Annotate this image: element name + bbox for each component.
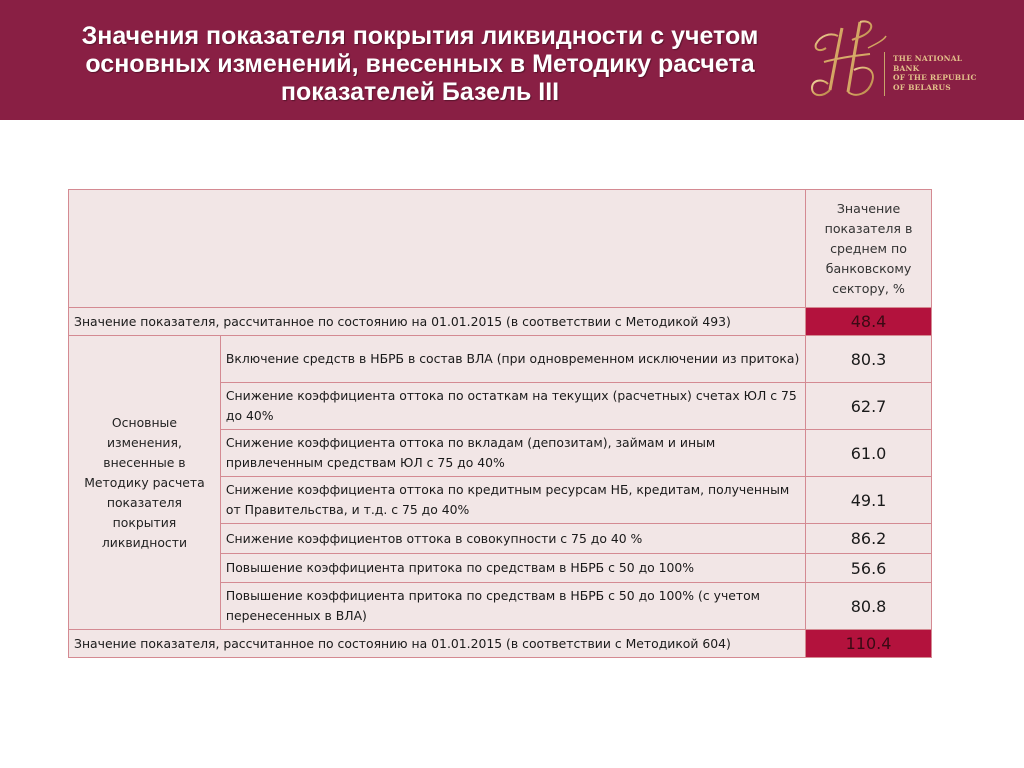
logo-text-line: THE NATIONAL: [893, 54, 963, 63]
title-line-3: показателей Базель III: [280, 78, 560, 106]
baseline-row: [69, 308, 932, 336]
change-label: Повышение коэффициента притока по средствам в НБРБ с 50 до 100% (с учетом перенесенных в ВЛА): [220, 583, 805, 630]
slide-header: [0, 0, 1024, 120]
final-value: 110.4: [806, 630, 932, 658]
change-value: 56.6: [806, 554, 932, 583]
logo-divider: [884, 52, 885, 96]
final-label: Значение показателя, рассчитанное по состоянию на 01.01.2015 (в соответствии с Методикой 604): [69, 630, 806, 658]
baseline-value: 48.4: [806, 308, 932, 336]
title-line-1: Значения показателя покрытия ликвидности с учетом: [81, 22, 759, 50]
change-label: Снижение коэффициента оттока по вкладам (депозитам), займам и иным привлеченным средствам ЮЛ с 75 до 40%: [220, 430, 805, 477]
slide-title: [20, 22, 820, 106]
change-value: 80.8: [806, 583, 932, 630]
change-value: 80.3: [806, 336, 932, 383]
change-label: Снижение коэффициента оттока по остаткам на текущих (расчетных) счетах ЮЛ с 75 до 40%: [220, 383, 805, 430]
logo-text: [893, 54, 977, 92]
change-value: 86.2: [806, 524, 932, 554]
nbrb-monogram-logo: [808, 18, 888, 102]
logo-text-line: BANK: [893, 63, 920, 73]
baseline-label: Значение показателя, рассчитанное по состоянию на 01.01.2015 (в соответствии с Методикой 493): [69, 308, 806, 336]
empty-header-cell: [69, 190, 806, 308]
change-value: 61.0: [806, 430, 932, 477]
change-value: 49.1: [806, 477, 932, 524]
final-row: [69, 630, 932, 658]
change-label: Снижение коэффициентов оттока в совокупности с 75 до 40 %: [220, 524, 805, 554]
change-value: 62.7: [806, 383, 932, 430]
table-header-row: [69, 190, 932, 308]
title-line-2: основных изменений, внесенных в Методику расчета: [85, 50, 755, 78]
change-label: Включение средств в НБРБ в состав ВЛА (при одновременном исключении из притока): [220, 336, 805, 383]
column-header-value: Значение показателя в среднем по банковскому сектору, %: [806, 190, 932, 308]
logo-text-line: OF BELARUS: [893, 82, 951, 92]
change-label: Снижение коэффициента оттока по кредитным ресурсам НБ, кредитам, полученным от Правительства, и т.д. с 75 до 40%: [220, 477, 805, 524]
logo-text-line: OF THE REPUBLIC: [893, 73, 977, 82]
group-label: Основные изменения, внесенные в Методику расчета показателя покрытия ликвидности: [69, 336, 221, 630]
change-label: Повышение коэффициента притока по средствам в НБРБ с 50 до 100%: [220, 554, 805, 583]
table-row: [69, 336, 932, 383]
lcr-table: [68, 189, 932, 658]
